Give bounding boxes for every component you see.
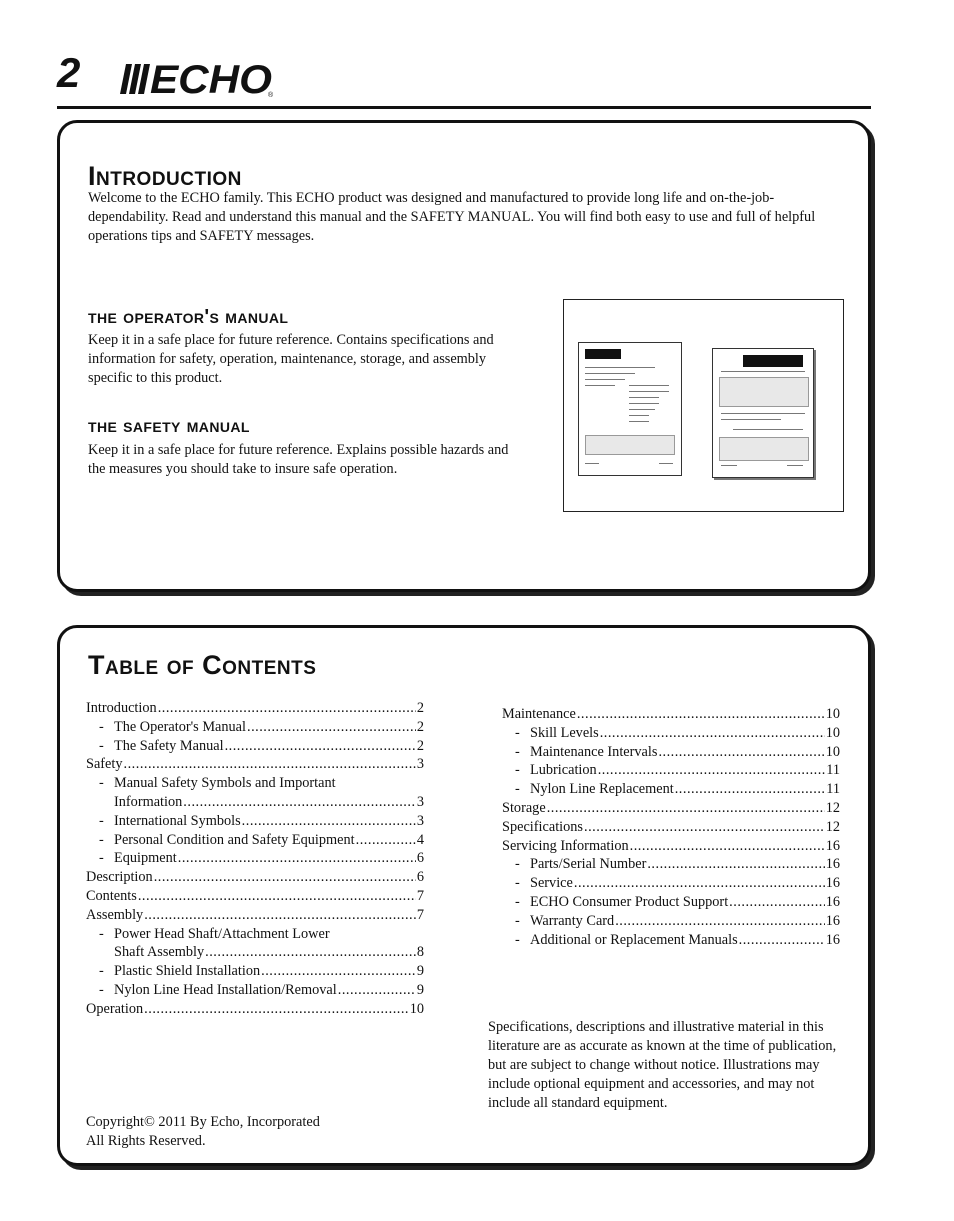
introduction-panel xyxy=(57,120,871,592)
toc-entry-label: The Safety Manual xyxy=(114,737,224,754)
toc-entry-label: Information xyxy=(114,793,183,810)
toc-entry-dash: - xyxy=(99,925,104,942)
toc-entry-page: 16 xyxy=(825,931,840,948)
toc-entry xyxy=(502,706,840,725)
safety-manual-cover-image xyxy=(712,348,814,478)
page-number: 2 xyxy=(57,49,81,96)
toc-entry xyxy=(86,944,424,963)
toc-entry-leader xyxy=(675,781,826,798)
toc-entry-leader xyxy=(577,706,825,723)
toc-entry-page: 10 xyxy=(825,724,840,741)
toc-entry xyxy=(86,832,424,851)
toc-entry-leader xyxy=(242,813,416,830)
toc-entry-page: 10 xyxy=(825,743,840,760)
toc-entry xyxy=(86,926,424,945)
toc-entry-leader xyxy=(547,800,825,817)
introduction-text: Welcome to the ECHO family. This ECHO product was designed and manufactured to provide long life and on-the-job-dependability. Read and understand this manual and the SAFETY MANUAL. You will find both easy to use and full of helpful operations tips and SAFETY messages. xyxy=(88,190,816,244)
toc-entry-leader xyxy=(630,838,825,855)
toc-entry xyxy=(86,756,424,775)
toc-entry-label: Warranty Card xyxy=(530,912,615,929)
toc-entry-dash: - xyxy=(515,762,520,779)
toc-entry-leader xyxy=(154,869,416,886)
toc-entry-leader xyxy=(647,856,824,873)
toc-entry-dash: - xyxy=(99,737,104,754)
toc-entry-page: 2 xyxy=(416,718,424,735)
operators-manual-cover-image xyxy=(578,342,682,476)
toc-entry-label: Power Head Shaft/Attachment Lower xyxy=(114,925,330,942)
toc-entry-dash: - xyxy=(515,931,520,948)
toc-entry-label: Assembly xyxy=(86,906,144,923)
toc-entry-dash: - xyxy=(515,856,520,873)
toc-entry-leader xyxy=(178,850,416,867)
toc-entry xyxy=(86,813,424,832)
toc-entry-dash: - xyxy=(99,812,104,829)
toc-entry-leader xyxy=(658,744,824,761)
toc-entry xyxy=(86,794,424,813)
toc-entry xyxy=(86,907,424,926)
table-of-contents-panel xyxy=(57,625,871,1166)
toc-entry-label: Personal Condition and Safety Equipment xyxy=(114,831,355,848)
toc-entry xyxy=(502,913,840,932)
toc-entry-label: Skill Levels xyxy=(530,724,599,741)
echo-logo xyxy=(120,58,280,98)
toc-entry-dash: - xyxy=(515,781,520,798)
toc-entry-dash: - xyxy=(515,893,520,910)
table-of-contents-heading: Table of Contents xyxy=(88,650,317,680)
toc-entry xyxy=(502,762,840,781)
toc-entry xyxy=(86,775,424,794)
registered-mark: ® xyxy=(268,92,274,98)
manuals-illustration xyxy=(563,299,844,512)
disclaimer-text: Specifications, descriptions and illustrative material in this literature are as accurate as known at the time of publication, but are subject to change without notice. Illustrations may include optional equipment and accessories, and may not include all standard equipment. xyxy=(488,1019,837,1111)
toc-entry-page: 3 xyxy=(416,812,424,829)
toc-entry-label: Nylon Line Replacement xyxy=(530,781,674,798)
toc-entry-leader xyxy=(615,913,825,930)
toc-entry xyxy=(502,856,840,875)
toc-entry-leader xyxy=(600,725,825,742)
toc-entry-page: 6 xyxy=(416,850,424,867)
toc-entry-leader xyxy=(574,875,825,892)
toc-entry-page: 11 xyxy=(826,781,840,798)
toc-entry-leader xyxy=(739,932,825,949)
toc-entry-dash: - xyxy=(99,718,104,735)
toc-entry-leader xyxy=(729,894,825,911)
toc-entry xyxy=(502,875,840,894)
toc-entry xyxy=(502,744,840,763)
safety-manual-text: Keep it in a safe place for future reference. Explains possible hazards and the measures you should take to insure safe operation. xyxy=(88,442,509,477)
toc-entry-page: 3 xyxy=(416,793,424,810)
toc-entry-label: Introduction xyxy=(86,700,157,716)
toc-entry-label: Manual Safety Symbols and Important xyxy=(114,775,336,792)
toc-entry-page: 11 xyxy=(826,762,840,779)
toc-entry-label: Maintenance Intervals xyxy=(530,743,658,760)
logo-text: ECHO xyxy=(150,58,272,98)
toc-entry xyxy=(86,869,424,888)
toc-entry-leader xyxy=(183,794,416,811)
toc-entry-dash: - xyxy=(515,724,520,741)
toc-entry-leader xyxy=(598,762,826,779)
toc-entry-dash: - xyxy=(99,963,104,980)
toc-entry-label: Additional or Replacement Manuals xyxy=(530,931,738,948)
toc-entry-dash: - xyxy=(99,831,104,848)
operators-manual-text: Keep it in a safe place for future reference. Contains specifications and information for safety, operation, maintenance, storage, and assembly specific to this product. xyxy=(88,332,494,386)
toc-entry-page: 16 xyxy=(825,875,840,892)
toc-entry-leader xyxy=(584,819,825,836)
introduction-heading: Introduction xyxy=(88,161,242,191)
toc-entry-label: Description xyxy=(86,869,153,886)
toc-entry-page: 7 xyxy=(416,906,424,923)
toc-entry-page: 10 xyxy=(409,1000,424,1017)
toc-entry-page: 4 xyxy=(416,831,424,848)
copyright-line-2: All Rights Reserved. xyxy=(86,1133,206,1149)
toc-entry-page: 10 xyxy=(825,706,840,722)
toc-entry xyxy=(86,850,424,869)
toc-entry-page: 3 xyxy=(416,756,424,773)
toc-entry xyxy=(86,963,424,982)
toc-entry-label: ECHO Consumer Product Support xyxy=(530,893,729,910)
toc-entry-leader xyxy=(247,719,416,736)
toc-right-column xyxy=(502,706,840,950)
toc-entry-label: Safety xyxy=(86,756,123,773)
copyright xyxy=(86,1113,320,1151)
toc-entry xyxy=(86,719,424,738)
toc-entry-page: 9 xyxy=(416,981,424,998)
safety-manual-heading: the safety manual xyxy=(88,415,250,437)
toc-left-column xyxy=(86,700,424,1020)
toc-entry-label: Maintenance xyxy=(502,706,576,722)
toc-entry-page: 16 xyxy=(825,912,840,929)
toc-entry-label: The Operator's Manual xyxy=(114,718,246,735)
toc-entry-label: Service xyxy=(530,875,573,892)
toc-entry-dash: - xyxy=(99,981,104,998)
toc-entry-page: 2 xyxy=(416,737,424,754)
toc-entry xyxy=(502,819,840,838)
toc-entry-page: 16 xyxy=(825,856,840,873)
toc-entry-label: Operation xyxy=(86,1000,144,1017)
toc-entry-leader xyxy=(205,944,416,961)
toc-entry xyxy=(86,738,424,757)
toc-entry-dash: - xyxy=(515,912,520,929)
toc-entry xyxy=(502,800,840,819)
toc-entry-page: 12 xyxy=(825,818,840,835)
toc-entry-dash: - xyxy=(99,775,104,792)
toc-entry-leader xyxy=(158,700,416,717)
toc-entry-leader xyxy=(356,832,416,849)
header-rule xyxy=(57,106,871,109)
toc-entry-label: Parts/Serial Number xyxy=(530,856,647,873)
toc-entry-page: 16 xyxy=(825,893,840,910)
toc-entry-label: Specifications xyxy=(502,818,583,835)
toc-entry-label: International Symbols xyxy=(114,812,241,829)
toc-entry-leader xyxy=(144,907,416,924)
toc-entry-leader xyxy=(338,982,416,999)
toc-entry-label: Equipment xyxy=(114,850,177,867)
toc-entry xyxy=(86,888,424,907)
toc-entry-page: 8 xyxy=(416,944,424,961)
toc-entry xyxy=(502,894,840,913)
toc-entry-label: Storage xyxy=(502,799,546,816)
toc-entry-label: Servicing Information xyxy=(502,837,629,854)
toc-entry-page: 2 xyxy=(416,700,424,716)
toc-entry-page: 9 xyxy=(416,963,424,980)
toc-entry-label: Shaft Assembly xyxy=(114,944,205,961)
toc-entry-leader xyxy=(225,738,416,755)
toc-entry-dash: - xyxy=(515,875,520,892)
copyright-line-1: Copyright© 2011 By Echo, Incorporated xyxy=(86,1114,320,1130)
toc-entry-leader xyxy=(124,756,416,773)
toc-entry-leader xyxy=(138,888,416,905)
operators-manual-heading: the operator's manual xyxy=(88,306,289,328)
toc-entry-page: 7 xyxy=(416,887,424,904)
toc-entry-page: 12 xyxy=(825,799,840,816)
toc-entry-label: Nylon Line Head Installation/Removal xyxy=(114,981,337,998)
toc-entry-leader xyxy=(144,1001,409,1018)
toc-entry-leader xyxy=(261,963,416,980)
toc-entry xyxy=(86,982,424,1001)
toc-entry-dash: - xyxy=(99,850,104,867)
toc-entry-page: 16 xyxy=(825,837,840,854)
toc-entry xyxy=(502,932,840,951)
toc-entry xyxy=(502,725,840,744)
toc-entry xyxy=(86,1001,424,1020)
toc-entry-label: Plastic Shield Installation xyxy=(114,963,261,980)
toc-entry-page: 6 xyxy=(416,869,424,886)
toc-entry xyxy=(502,781,840,800)
toc-entry-dash: - xyxy=(515,743,520,760)
toc-entry xyxy=(502,838,840,857)
toc-entry-label: Lubrication xyxy=(530,762,597,779)
toc-entry-label: Contents xyxy=(86,887,137,904)
toc-entry xyxy=(86,700,424,719)
